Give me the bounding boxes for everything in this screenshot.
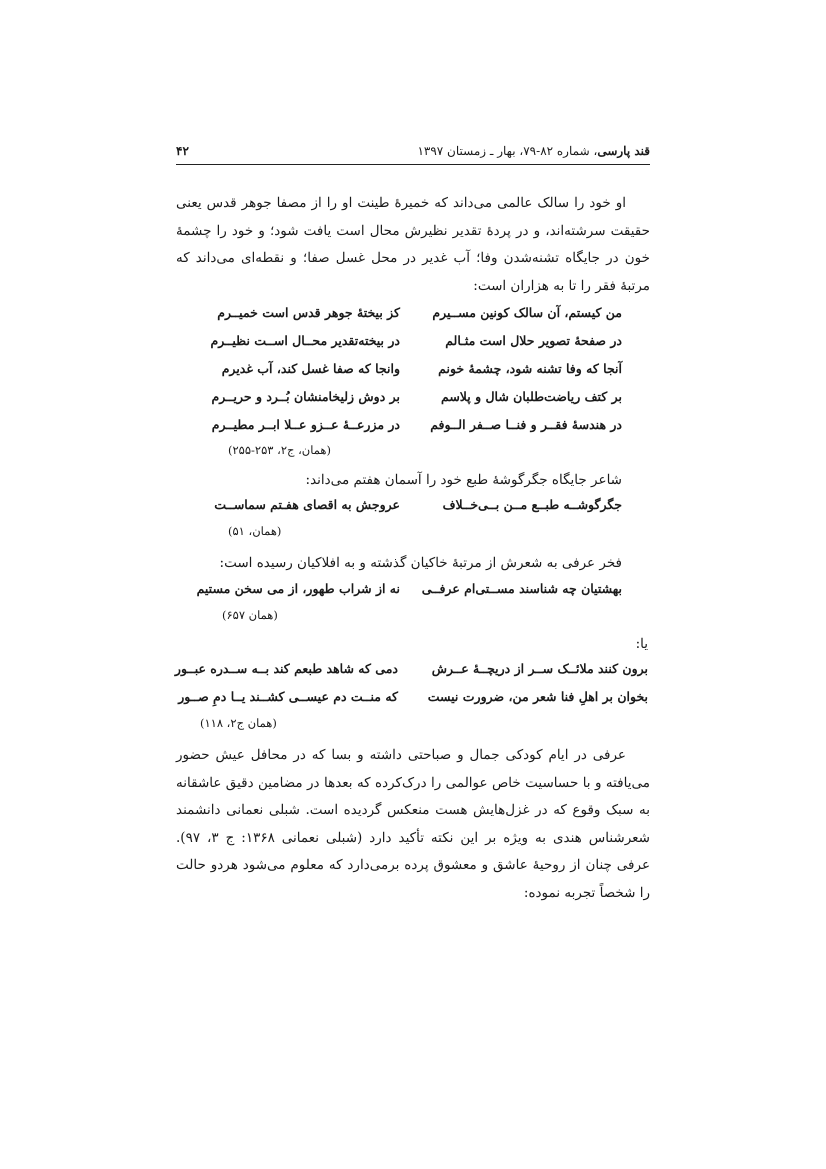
citation-3: (همان ۶۵۷) (222, 608, 278, 622)
hemistich-first: در هندسهٔ فقــر و فنــا صــفر الــوفم (430, 417, 622, 432)
issue-info: ، شماره ۸۲-۷۹، بهار ـ زمستان ۱۳۹۷ (417, 144, 598, 158)
poem-1-couplet-1 (176, 305, 650, 325)
hemistich-second: وانجا که صفا غسل کند، آب غدیرم (221, 361, 400, 376)
header-rule (176, 164, 650, 165)
hemistich-second: عروجش به اقصای هفـتم سماســت (214, 497, 400, 512)
poem-4-couplet-2 (176, 689, 650, 709)
hemistich-first: جگرگوشــه طبــع مــن بــی‌خــلاف (442, 497, 622, 512)
poem-1-couplet-3 (176, 361, 650, 381)
hemistich-first: من کیستم، آن سالک کونین مســیرم (432, 305, 622, 320)
hemistich-second: دمی که شاهد طبعم کند بــه ســدره عبــور (174, 661, 398, 676)
poem-2-couplet (176, 497, 650, 517)
hemistich-second: کز بیختهٔ جوهر قدس است خمیــرم (217, 305, 400, 320)
journal-title: قند پارسی (597, 144, 650, 158)
hemistich-first: بر کتف ریاضت‌طلبان شال و پلاسم (441, 389, 622, 404)
poem-1-couplet-4 (176, 389, 650, 409)
hemistich-first: بخوان بر اهلِ فنا شعر من، ضرورت نیست (427, 689, 648, 704)
running-header (176, 144, 650, 164)
hemistich-first: آنجا که وفا تشنه شود، چشمهٔ خونم (438, 361, 622, 376)
poem-1-couplet-5 (176, 417, 650, 437)
hemistich-second: نه از شراب طهور، از می سخن مستیم (196, 581, 400, 596)
citation-4: (همان ج۲، ۱۱۸) (200, 716, 277, 730)
poem-4-couplet-1 (176, 661, 650, 681)
hemistich-second: بر دوش زلیخامنشان بُــرد و حریــرم (211, 389, 400, 404)
citation-1: (همان، ج۲، ۲۵۳-۲۵۵) (228, 443, 331, 457)
hemistich-second: در مزرعــهٔ عــزو عــلا ابــر مطیــرم (211, 417, 400, 432)
paragraph-1: او خود را سالک عالمی می‌داند که خمیرهٔ طینت او را از مصفا جوهر قدس یعنی حقیقت سرشته‌اند، و در پردهٔ تقدیر نظیرش محال است یافت شود؛ و خود را چشمهٔ خون در جایگاه تشنه‌شدن وفا؛ آب غدیر در محل غسل صفا؛ و نقطه‌ای می‌داند که مرتبهٔ فقر را تا به هزاران است: (176, 195, 650, 294)
hemistich-second: که منــت دم عیســی کشــند یــا دمِ صــور (178, 689, 398, 704)
citation-2: (همان، ۵۱) (228, 524, 282, 538)
hemistich-first: برون کنند ملائــک ســر از دریچــهٔ عــرش (431, 661, 648, 676)
hemistich-first: در صفحهٔ تصویر حلال است مثـالم (445, 333, 622, 348)
intro-3: فخر عرفی به شعرش از مرتبهٔ خاکیان گذشته و به افلاکیان رسیده است: (219, 555, 622, 571)
intro-2: شاعر جایگاه جگرگوشهٔ طبع خود را آسمان هفتم می‌داند: (305, 472, 622, 488)
poem-1-couplet-2 (176, 333, 650, 353)
page-number: ۴۲ (176, 144, 189, 158)
hemistich-second: در بیخته‌تقدیر محــال اســت نظیــرم (210, 333, 400, 348)
journal-page (176, 0, 650, 1169)
ya-label: یا: (635, 636, 648, 652)
journal-citation (417, 144, 650, 158)
paragraph-2: عرفی در ایام کودکی جمال و صباحتی داشته و بسا که در محافل عیش حضور می‌یافته و با حساسیت خاص عوالمی را درک‌کرده که بعدها در مضامین دقیق عاشقانه به سبک وقوع که در غزل‌هایش هست منعکس گردیده است. شبلی نعمانی دانشمند شعرشناس هندی به ویژه بر این نکته تأکید دارد (شبلی نعمانی ۱۳۶۸: ج ۳، ۹۷). عرفی چنان از روحیهٔ عاشق و معشوق پرده برمی‌دارد که معلوم می‌شود هردو حالت را شخصاً تجربه نموده: (176, 747, 650, 901)
hemistich-first: بهشتیان چه شناسند مســتی‌ام عرفــی (421, 581, 622, 596)
poem-3-couplet (176, 581, 650, 601)
